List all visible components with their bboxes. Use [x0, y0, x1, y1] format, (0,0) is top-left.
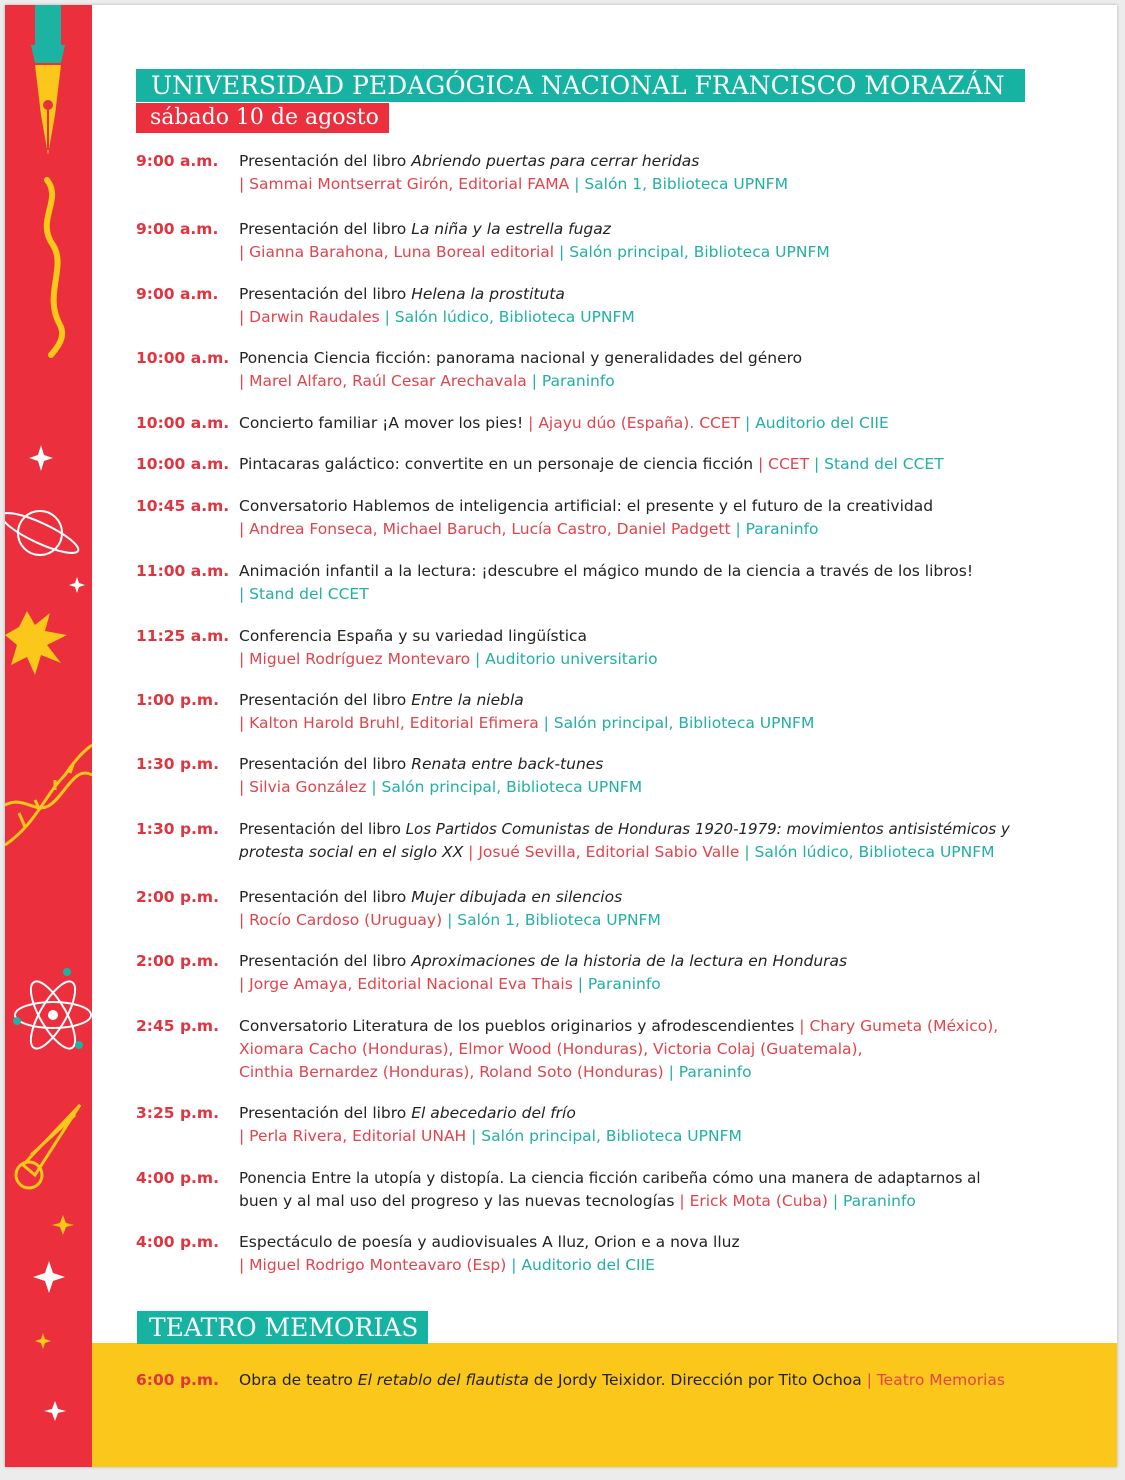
event-time: 10:00 a.m.	[136, 414, 230, 432]
book-title: Renata entre back-tunes	[411, 755, 604, 773]
event-place: Auditorio del CIIE	[521, 1256, 655, 1274]
poster-page	[5, 5, 1117, 1467]
event-people: Chary Gumeta (México),	[809, 1017, 999, 1035]
event-title: Pintacaras galáctico: convertite en un personaje de ciencia ficción	[239, 455, 754, 473]
event-place: Salón 1, Biblioteca UPNFM	[584, 175, 788, 193]
event-people: CCET	[768, 455, 810, 473]
sun-icon	[5, 611, 67, 675]
event-people: Jorge Amaya, Editorial Nacional Eva Thais	[249, 975, 573, 993]
sidebar-illustrations	[5, 5, 92, 1467]
schedule-item: 3:25 p.m. Presentación del libro El abecedario del frío | Perla Rivera, Editorial UNAH | Salón principal, Biblioteca UPNFM	[136, 1104, 742, 1145]
event-place: Paraninfo	[541, 372, 615, 390]
event-place: Paraninfo	[678, 1063, 752, 1081]
event-place: Salón principal, Biblioteca UPNFM	[481, 1127, 742, 1145]
event-title: Conversatorio Hablemos de inteligencia artificial: el presente y el futuro de la creatividad	[239, 497, 934, 515]
schedule-item: 4:00 p.m. Ponencia Entre la utopía y distopía. La ciencia ficción caribeña cómo una manera de adaptarnos al buen y al mal uso del progreso y las nuevas tecnologías | Erick Mota (Cuba) | Paraninfo	[136, 1169, 981, 1210]
event-time: 10:00 a.m.	[136, 349, 230, 367]
event-place: Salón principal, Biblioteca UPNFM	[381, 778, 643, 796]
event-time: 1:30 p.m.	[136, 755, 219, 773]
schedule-item: 11:25 a.m. Conferencia España y su variedad lingüística | Miguel Rodríguez Montevaro | Auditorio universitario	[136, 627, 658, 668]
schedule-item: 6:00 p.m. Obra de teatro El retablo del flautista de Jordy Teixidor. Dirección por Tito Ochoa | Teatro Memorias	[136, 1369, 1086, 1392]
event-place: Salón principal, Biblioteca UPNFM	[553, 714, 815, 732]
schedule-item: 10:00 a.m. Ponencia Ciencia ficción: panorama nacional y generalidades del género | Marel Alfaro, Raúl Cesar Arechavala | Paraninfo	[136, 349, 803, 390]
event-people: Miguel Rodríguez Montevaro	[249, 650, 471, 668]
event-people: Silvia González	[249, 778, 367, 796]
event-title: Animación infantil a la lectura: ¡descubre el mágico mundo de la ciencia a través de los libros!	[239, 562, 974, 580]
event-title: Conversatorio Literatura de los pueblos originarios y afrodescendientes	[239, 1017, 795, 1035]
event-title: Presentación del libro	[239, 952, 412, 970]
event-time: 11:00 a.m.	[136, 562, 230, 580]
event-title: Ponencia Entre la utopía y distopía. La ciencia ficción caribeña cómo una manera de adaptarnos al	[239, 1169, 981, 1187]
event-people: Marel Alfaro, Raúl Cesar Arechavala	[249, 372, 527, 390]
star-icon	[44, 1401, 66, 1421]
event-place: Paraninfo	[843, 1192, 916, 1210]
event-place: Teatro Memorias	[876, 1371, 1005, 1389]
schedule-item: 1:30 p.m. Presentación del libro Los Partidos Comunistas de Honduras 1920-1979: movimientos antisistémicos y protesta social en el siglo XX | Josué Sevilla, Editorial Sabio Valle | Salón lúdico, Biblioteca UPNFM	[136, 820, 1010, 861]
event-time: 9:00 a.m.	[136, 220, 219, 238]
event-time: 4:00 p.m.	[136, 1233, 219, 1251]
event-title: Obra de teatro	[239, 1371, 358, 1389]
event-title: Presentación del libro	[239, 755, 412, 773]
event-people: Ajayu dúo (España). CCET	[538, 414, 741, 432]
book-title: Los Partidos Comunistas de Honduras 1920-1979: movimientos antisistémicos y	[405, 820, 1010, 838]
schedule-item: 10:00 a.m. Pintacaras galáctico: convertite en un personaje de ciencia ficción | CCET | Stand del CCET	[136, 453, 1086, 476]
event-people: Kalton Harold Bruhl, Editorial Efimera	[249, 714, 539, 732]
play-title: El retablo del flautista	[357, 1371, 529, 1389]
event-place: Salón lúdico, Biblioteca UPNFM	[754, 843, 995, 861]
event-place: Auditorio del CIIE	[755, 414, 889, 432]
event-title-continued: buen y al mal uso del progreso y las nuevas tecnologías	[239, 1192, 675, 1210]
event-place: Stand del CCET	[249, 585, 369, 603]
event-people: Josué Sevilla, Editorial Sabio Valle	[478, 843, 740, 861]
event-people: Rocío Cardoso (Uruguay)	[249, 911, 443, 929]
teatro-section-title: TEATRO MEMORIAS	[137, 1311, 428, 1344]
event-people: Andrea Fonseca, Michael Baruch, Lucía Castro, Daniel Padgett	[249, 520, 731, 538]
ink-swirl-icon	[47, 180, 62, 355]
event-time: 9:00 a.m.	[136, 285, 219, 303]
comet-icon	[16, 1105, 80, 1188]
page-title: UNIVERSIDAD PEDAGÓGICA NACIONAL FRANCISCO MORAZÁN	[136, 69, 1025, 102]
book-title: Aproximaciones de la historia de la lectura en Honduras	[411, 952, 848, 970]
book-title: Entre la niebla	[411, 691, 524, 709]
event-people: Cinthia Bernardez (Honduras), Roland Soto (Honduras)	[239, 1063, 664, 1081]
event-place: Salón lúdico, Biblioteca UPNFM	[394, 308, 635, 326]
event-people: Erick Mota (Cuba)	[689, 1192, 828, 1210]
event-time: 2:00 p.m.	[136, 952, 219, 970]
event-place: Paraninfo	[587, 975, 661, 993]
schedule-item: 1:00 p.m. Presentación del libro Entre la niebla | Kalton Harold Bruhl, Editorial Efimera | Salón principal, Biblioteca UPNFM	[136, 691, 815, 732]
event-time: 4:00 p.m.	[136, 1169, 219, 1187]
teatro-band	[92, 1343, 1117, 1467]
event-title: Presentación del libro	[239, 820, 406, 838]
star-icon	[52, 1215, 74, 1235]
event-date: sábado 10 de agosto	[136, 103, 389, 133]
event-time: 9:00 a.m.	[136, 152, 219, 170]
event-time: 11:25 a.m.	[136, 627, 230, 645]
book-title: Mujer dibujada en silencios	[411, 888, 623, 906]
event-title: Espectáculo de poesía y audiovisuales A lluz, Orion e a nova lluz	[239, 1233, 740, 1251]
schedule-item: 2:00 p.m. Presentación del libro Mujer dibujada en silencios | Rocío Cardoso (Uruguay) | Salón 1, Biblioteca UPNFM	[136, 888, 661, 929]
event-title: Presentación del libro	[239, 1104, 412, 1122]
event-place: Auditorio universitario	[485, 650, 658, 668]
book-title: Abriendo puertas para cerrar heridas	[411, 152, 700, 170]
atom-icon	[13, 968, 91, 1054]
event-title: Concierto familiar ¡A mover los pies!	[239, 414, 524, 432]
event-time: 6:00 p.m.	[136, 1371, 219, 1389]
star-icon	[35, 1333, 51, 1349]
event-title: Presentación del libro	[239, 691, 412, 709]
fountain-pen-icon	[31, 5, 65, 155]
book-title: El abecedario del frío	[411, 1104, 576, 1122]
book-title-continued: protesta social en el siglo XX	[239, 843, 464, 861]
event-title: Conferencia España y su variedad lingüística	[239, 627, 588, 645]
event-title: Presentación del libro	[239, 152, 412, 170]
event-people: Gianna Barahona, Luna Boreal editorial	[249, 243, 555, 261]
star-icon	[29, 445, 53, 471]
event-place: Salón 1, Biblioteca UPNFM	[457, 911, 661, 929]
schedule-item: 4:00 p.m. Espectáculo de poesía y audiovisuales A lluz, Orion e a nova lluz | Miguel Rodrigo Monteavaro (Esp) | Auditorio del CIIE	[136, 1233, 740, 1274]
event-people: Miguel Rodrigo Monteavaro (Esp)	[249, 1256, 507, 1274]
schedule-item: 9:00 a.m. Presentación del libro Helena la prostituta | Darwin Raudales | Salón lúdico, Biblioteca UPNFM	[136, 285, 635, 326]
event-time: 10:45 a.m.	[136, 497, 230, 515]
planet-icon	[5, 506, 82, 560]
schedule-item: 2:45 p.m. Conversatorio Literatura de los pueblos originarios y afrodescendientes | Chary Gumeta (México), Xiomara Cacho (Honduras), Elmor Wood (Honduras), Victoria Colaj (Guatemala), Cinthia Bernardez (Honduras), Roland Soto (Honduras) | Paraninfo	[136, 1017, 999, 1081]
event-time: 1:00 p.m.	[136, 691, 219, 709]
schedule-item: 10:45 a.m. Conversatorio Hablemos de inteligencia artificial: el presente y el futuro de la creatividad | Andrea Fonseca, Michael Baruch, Lucía Castro, Daniel Padgett | Paraninfo	[136, 497, 934, 538]
schedule-item: 2:00 p.m. Presentación del libro Aproximaciones de la historia de la lectura en Honduras | Jorge Amaya, Editorial Nacional Eva Thais | Paraninfo	[136, 952, 848, 993]
schedule-item: 9:00 a.m. Presentación del libro La niña y la estrella fugaz | Gianna Barahona, Luna Boreal editorial | Salón principal, Biblioteca UPNFM	[136, 220, 830, 261]
schedule-item: 1:30 p.m. Presentación del libro Renata entre back-tunes | Silvia González | Salón principal, Biblioteca UPNFM	[136, 755, 643, 796]
event-place: Stand del CCET	[824, 455, 944, 473]
event-credits: de Jordy Teixidor. Dirección por Tito Ochoa	[528, 1371, 862, 1389]
event-title: Presentación del libro	[239, 888, 412, 906]
star-icon	[33, 1261, 65, 1293]
event-time: 3:25 p.m.	[136, 1104, 219, 1122]
event-people: Sammai Montserrat Girón, Editorial FAMA	[249, 175, 570, 193]
event-time: 2:00 p.m.	[136, 888, 219, 906]
event-people: Xiomara Cacho (Honduras), Elmor Wood (Honduras), Victoria Colaj (Guatemala),	[239, 1040, 863, 1058]
event-people: Darwin Raudales	[249, 308, 380, 326]
event-time: 2:45 p.m.	[136, 1017, 219, 1035]
dna-icon	[5, 745, 92, 845]
schedule-item: 10:00 a.m. Concierto familiar ¡A mover los pies! | Ajayu dúo (España). CCET | Auditorio del CIIE	[136, 412, 1086, 435]
schedule-item: 11:00 a.m. Animación infantil a la lectura: ¡descubre el mágico mundo de la ciencia a través de los libros! | Stand del CCET	[136, 562, 974, 603]
decorative-sidebar	[5, 5, 92, 1467]
book-title: La niña y la estrella fugaz	[411, 220, 611, 238]
event-time: 1:30 p.m.	[136, 820, 219, 838]
event-place: Salón principal, Biblioteca UPNFM	[569, 243, 830, 261]
event-title: Presentación del libro	[239, 285, 412, 303]
event-title: Ponencia Ciencia ficción: panorama nacional y generalidades del género	[239, 349, 803, 367]
star-icon	[69, 577, 85, 593]
schedule-item: 9:00 a.m. Presentación del libro Abriendo puertas para cerrar heridas | Sammai Montserrat Girón, Editorial FAMA | Salón 1, Biblioteca UPNFM	[136, 152, 788, 193]
event-place: Paraninfo	[745, 520, 819, 538]
event-people: Perla Rivera, Editorial UNAH	[249, 1127, 467, 1145]
book-title: Helena la prostituta	[411, 285, 565, 303]
event-time: 10:00 a.m.	[136, 455, 230, 473]
event-title: Presentación del libro	[239, 220, 412, 238]
